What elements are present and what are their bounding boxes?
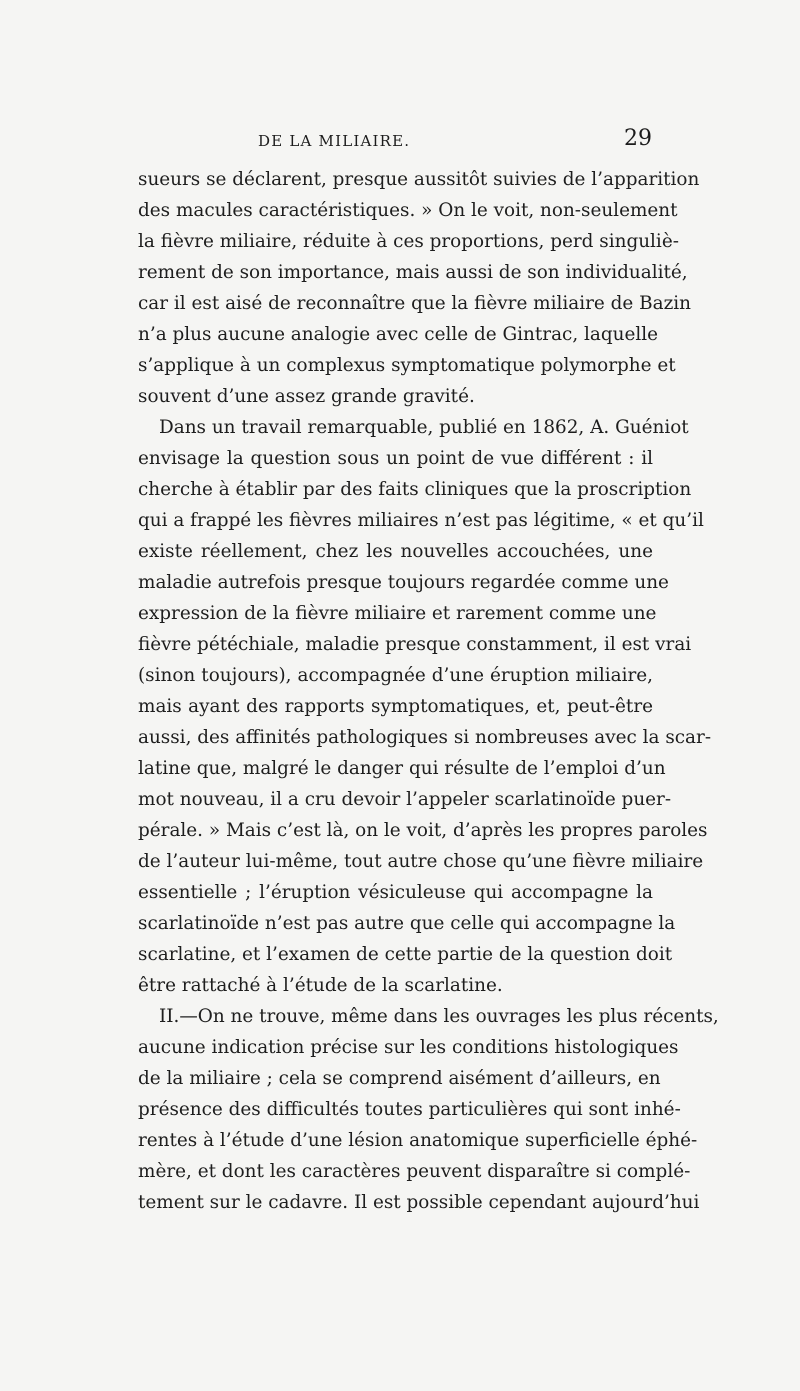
text-line: rement de son importance, mais aussi de son individualité, [138, 262, 688, 283]
text-line: sueurs se déclarent, presque aussitôt suivies de l’apparition [138, 169, 700, 190]
text-line: pérale. » Mais c’est là, on le voit, d’après les propres paroles [138, 820, 708, 841]
text-line: maladie autrefois presque toujours regardée comme une [138, 572, 669, 593]
text-line: II.—On ne trouve, même dans les ouvrages les plus récents, [159, 1006, 719, 1027]
running-head: DE LA MILIAIRE. [258, 132, 411, 150]
text-line: n’a plus aucune analogie avec celle de Gintrac, laquelle [138, 324, 659, 345]
text-line: Dans un travail remarquable, publié en 1862, A. Guéniot [159, 417, 689, 438]
text-line: de la miliaire ; cela se comprend aisément d’ailleurs, en [138, 1068, 661, 1089]
text-line: aussi, des affinités pathologiques si nombreuses avec la scar- [138, 727, 712, 748]
text-line: mais ayant des rapports symptomatiques, et, peut-être [138, 696, 653, 717]
text-line: s’applique à un complexus symptomatique polymorphe et [138, 355, 676, 376]
text-line: expression de la fièvre miliaire et rarement comme une [138, 603, 657, 624]
text-line: la fièvre miliaire, réduite à ces proportions, perd singuliè- [138, 231, 679, 252]
text-line: souvent d’une assez grande gravité. [138, 386, 475, 407]
text-line: rentes à l’étude d’une lésion anatomique superficielle éphé- [138, 1130, 698, 1151]
text-line: présence des difficultés toutes particulières qui sont inhé- [138, 1099, 681, 1120]
page-number: 29 [624, 126, 652, 151]
text-line: (sinon toujours), accompagnée d’une éruption miliaire, [138, 665, 653, 686]
text-line: mère, et dont les caractères peuvent disparaître si complé- [138, 1161, 691, 1182]
text-line: aucune indication précise sur les conditions histologiques [138, 1037, 679, 1058]
text-line: mot nouveau, il a cru devoir l’appeler scarlatinoïde puer- [138, 789, 672, 810]
text-line: de l’auteur lui-même, tout autre chose qu’une fièvre miliaire [138, 851, 704, 872]
text-line: qui a frappé les fièvres miliaires n’est pas légitime, « et qu’il [138, 510, 704, 531]
text-line: scarlatinoïde n’est pas autre que celle qui accompagne la [138, 913, 676, 934]
text-line: tement sur le cadavre. Il est possible cependant aujourd’hui [138, 1192, 700, 1213]
text-line: envisage la question sous un point de vue différent : il [138, 448, 653, 469]
text-line: latine que, malgré le danger qui résulte de l’emploi d’un [138, 758, 666, 779]
text-line: essentielle ; l’éruption vésiculeuse qui accompagne la [138, 882, 653, 903]
text-line: être rattaché à l’étude de la scarlatine. [138, 975, 503, 996]
text-line: existe réellement, chez les nouvelles accouchées, une [138, 541, 653, 562]
text-line: scarlatine, et l’examen de cette partie de la question doit [138, 944, 673, 965]
text-line: car il est aisé de reconnaître que la fièvre miliaire de Bazin [138, 293, 692, 314]
text-line: cherche à établir par des faits cliniques que la proscription [138, 479, 692, 500]
text-line: fièvre pétéchiale, maladie presque constamment, il est vrai [138, 634, 692, 655]
text-line: des macules caractéristiques. » On le voit, non-seulement [138, 200, 678, 221]
